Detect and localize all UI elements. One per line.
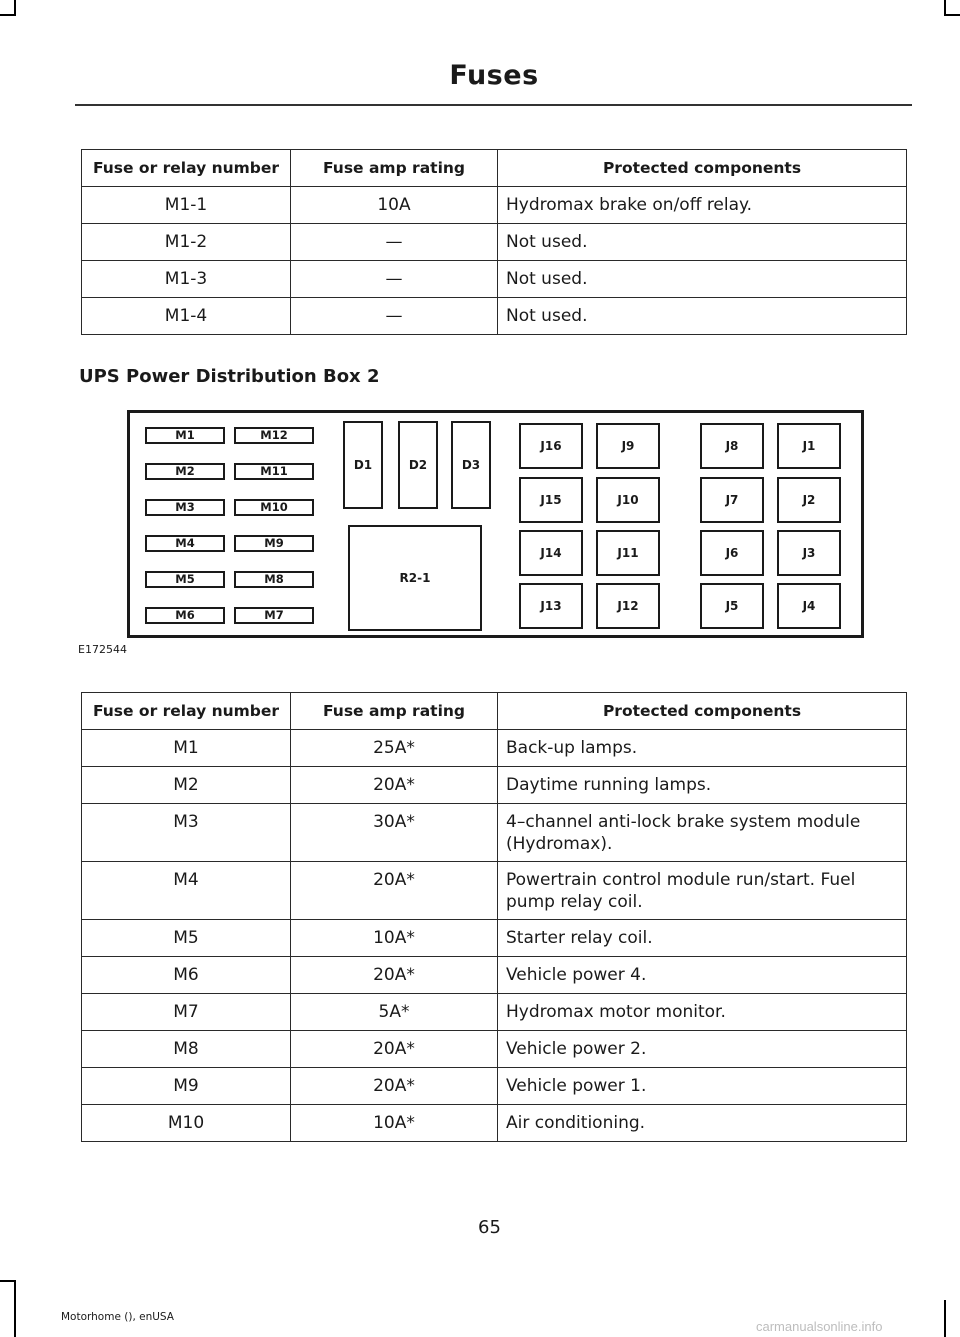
amp-rating: —: [291, 224, 498, 261]
fuse-M6: M6: [145, 607, 225, 624]
amp-rating: 10A*: [291, 920, 498, 957]
fuse-M4: M4: [145, 535, 225, 552]
table-row: [82, 187, 907, 224]
fuse-J9: J9: [596, 423, 660, 469]
fuse-table-bottom: [81, 692, 907, 1142]
table-header-row: [82, 150, 907, 187]
fuse-J3: J3: [777, 530, 841, 576]
protected-components: Hydromax brake on/off relay.: [498, 187, 907, 224]
fuse-M7: M7: [234, 607, 314, 624]
crop-mark-top-right: [944, 14, 960, 16]
footer-text: Motorhome (), enUSA: [61, 1311, 174, 1323]
fuse-M12: M12: [234, 427, 314, 444]
crop-mark-bottom-left: [14, 1280, 16, 1337]
table-row: [82, 920, 907, 957]
section-heading: UPS Power Distribution Box 2: [79, 366, 380, 387]
fuse-J1: J1: [777, 423, 841, 469]
amp-rating: 20A*: [291, 1068, 498, 1105]
fuse-J12: J12: [596, 583, 660, 629]
fuse-number: M1-2: [82, 224, 291, 261]
fuse-J4: J4: [777, 583, 841, 629]
crop-mark-bottom-right: [944, 1300, 946, 1337]
page-title: Fuses: [449, 60, 539, 91]
amp-rating: 20A*: [291, 1031, 498, 1068]
amp-rating: 5A*: [291, 994, 498, 1031]
protected-components: Vehicle power 2.: [498, 1031, 907, 1068]
column-header: Protected components: [498, 150, 907, 187]
column-header: Fuse or relay number: [82, 693, 291, 730]
table-row: [82, 957, 907, 994]
fuse-number: M9: [82, 1068, 291, 1105]
amp-rating: —: [291, 261, 498, 298]
fuse-J5: J5: [700, 583, 764, 629]
watermark: carmanualsonline.info: [756, 1319, 883, 1334]
fuse-number: M2: [82, 767, 291, 804]
amp-rating: —: [291, 298, 498, 335]
fuse-J10: J10: [596, 477, 660, 523]
protected-components: Not used.: [498, 224, 907, 261]
fuse-number: M1-4: [82, 298, 291, 335]
fuse-number: M1-3: [82, 261, 291, 298]
crop-mark-top-left: [0, 14, 16, 16]
table-row: [82, 994, 907, 1031]
fuse-M1: M1: [145, 427, 225, 444]
relay-R2-1: R2-1: [348, 525, 482, 631]
table-row: [82, 767, 907, 804]
fuse-M10: M10: [234, 499, 314, 516]
protected-components: Back-up lamps.: [498, 730, 907, 767]
column-header: Protected components: [498, 693, 907, 730]
amp-rating: 10A: [291, 187, 498, 224]
fuse-J6: J6: [700, 530, 764, 576]
table-row: [82, 862, 907, 920]
fuse-number: M3: [82, 804, 291, 862]
protected-components: Powertrain control module run/start. Fuel pump relay coil.: [498, 862, 907, 920]
column-header: Fuse amp rating: [291, 150, 498, 187]
fuse-number: M6: [82, 957, 291, 994]
amp-rating: 20A*: [291, 957, 498, 994]
table-row: [82, 804, 907, 862]
fuse-M5: M5: [145, 571, 225, 588]
amp-rating: 20A*: [291, 862, 498, 920]
table-row: [82, 1031, 907, 1068]
page-number: 65: [478, 1217, 501, 1238]
protected-components: Vehicle power 1.: [498, 1068, 907, 1105]
fuse-number: M1-1: [82, 187, 291, 224]
protected-components: Hydromax motor monitor.: [498, 994, 907, 1031]
amp-rating: 25A*: [291, 730, 498, 767]
protected-components: Starter relay coil.: [498, 920, 907, 957]
figure-id: E172544: [78, 643, 127, 656]
protected-components: Vehicle power 4.: [498, 957, 907, 994]
fuse-M8: M8: [234, 571, 314, 588]
fuse-M9: M9: [234, 535, 314, 552]
protected-components: Not used.: [498, 261, 907, 298]
column-header: Fuse amp rating: [291, 693, 498, 730]
table-row: [82, 730, 907, 767]
amp-rating: 30A*: [291, 804, 498, 862]
fuse-J15: J15: [519, 477, 583, 523]
fuse-J14: J14: [519, 530, 583, 576]
fuse-number: M4: [82, 862, 291, 920]
table-row: [82, 261, 907, 298]
fuse-number: M1: [82, 730, 291, 767]
fuse-J2: J2: [777, 477, 841, 523]
fuse-J8: J8: [700, 423, 764, 469]
fuse-number: M7: [82, 994, 291, 1031]
amp-rating: 10A*: [291, 1105, 498, 1142]
fuse-M3: M3: [145, 499, 225, 516]
protected-components: Not used.: [498, 298, 907, 335]
table-row: [82, 1068, 907, 1105]
column-header: Fuse or relay number: [82, 150, 291, 187]
fuse-number: M10: [82, 1105, 291, 1142]
fuse-J13: J13: [519, 583, 583, 629]
table-header-row: [82, 693, 907, 730]
fuse-D3: D3: [451, 421, 491, 509]
fuse-number: M8: [82, 1031, 291, 1068]
fuse-M11: M11: [234, 463, 314, 480]
protected-components: 4–channel anti-lock brake system module (Hydromax).: [498, 804, 907, 862]
table-row: [82, 224, 907, 261]
protected-components: Air conditioning.: [498, 1105, 907, 1142]
fuse-J11: J11: [596, 530, 660, 576]
fuse-D2: D2: [398, 421, 438, 509]
crop-mark-bottom-left: [0, 1280, 16, 1282]
fuse-J7: J7: [700, 477, 764, 523]
fuse-table-top: [81, 149, 907, 335]
fuse-number: M5: [82, 920, 291, 957]
table-row: [82, 298, 907, 335]
amp-rating: 20A*: [291, 767, 498, 804]
header-rule: [75, 104, 912, 106]
protected-components: Daytime running lamps.: [498, 767, 907, 804]
fuse-J16: J16: [519, 423, 583, 469]
fuse-M2: M2: [145, 463, 225, 480]
table-row: [82, 1105, 907, 1142]
fuse-D1: D1: [343, 421, 383, 509]
